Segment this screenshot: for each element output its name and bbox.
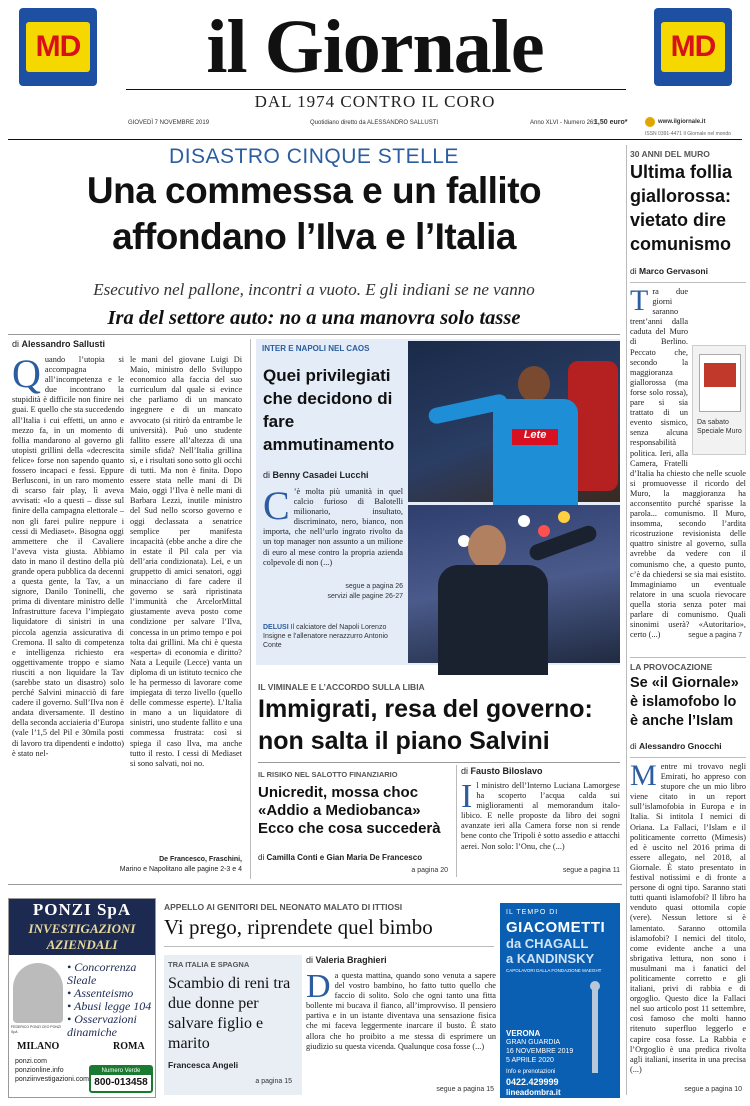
napoli-headline[interactable]: Quei privilegiati che decidono di fare ammutinamento [263,366,395,454]
ponzi-ad-web-1[interactable]: ponzi.com [15,1058,47,1065]
napoli-dropcap: C [263,483,290,528]
provocazione-author[interactable]: Alessandro Gnocchi [639,741,722,751]
column-divider-2 [456,765,457,877]
migranti-kicker: IL VIMINALE E L’ACCORDO SULLA LIBIA [258,682,425,692]
muro-text-body: ra due giorni saranno trent’anni dalla caduta del Muro di Berlino. Peccato che, secondo la maggioranza giallorossa (ma forse solo rossa), pare si sia trattato di un evento sismico, senza alcuna responsabilità politica. Ieri, alla Camera, Fratelli d’Italia ha chiesto che nelle scuole si promuovesse il ricordo del Muro, la maggioranza ha acconsentito purché sparisse la parola... comunismo. Il Muro, insomma, secondo l’ardita ricostruzione revisionista delle quattro sinistre al governo, sulla avrebbe da vedere con il comunismo che, a questo punto, c’è da chiedersi se sia mai esistito. Immaginiamo un eventuale relatore in una scuola rievocare quella storia senza poter mai parlare di comunismo. Quali sinonimi userà? «Autoritario», certo (...) [630,287,746,640]
giacometti-ad-name-1: GIACOMETTI [506,919,606,936]
muro-inset-cover [699,354,741,412]
ittiosi-author[interactable]: Valeria Braghieri [315,955,387,965]
napoli-text [263,483,403,583]
masthead-title: il Giornale [206,5,544,89]
lead-headline-2[interactable]: affondano l’Ilva e l’Italia [112,216,516,257]
md-logo-left[interactable] [19,8,97,86]
muro-byline [630,266,708,276]
muro-inset-cover-art [704,363,736,387]
napoli-byline-prefix: di [263,470,271,480]
napoli-caption [263,623,403,650]
ponzi-ad-web-3[interactable]: ponziinvestigazioni.com [15,1076,89,1083]
muro-author[interactable]: Marco Gervasoni [639,266,708,276]
lead-subhead[interactable]: Ira del settore auto: no a una manovra solo tasse [107,307,521,329]
napoli-byline [263,470,369,480]
ponzi-ad-subtitle-1: INVESTIGAZIONI [28,921,136,936]
giacometti-ad-collection: CAPOLAVORI DALLA FONDAZIONE MAEGHT [506,968,602,973]
ittiosi-foot[interactable]: segue a pagina 15 [436,1086,494,1093]
editorial-foot-1: De Francesco, Fraschini, [159,856,242,863]
provocazione-text [630,759,746,1080]
napoli-kicker: INTER E NAPOLI NEL CAOS [262,344,370,353]
spagna-author[interactable]: Francesca Angeli [168,1060,239,1070]
napoli-caption-lead: DELUSI [263,624,289,631]
giacometti-ad-date-1: 16 NOVEMBRE 2019 [506,1048,574,1055]
spagna-headline[interactable]: Scambio di reni tra due donne per salvare figlio e marito [168,975,291,1052]
muro-foot[interactable]: segue a pagina 7 [688,632,742,639]
photo-conte-head [468,525,506,569]
photo-conte-arm [527,524,598,563]
photo-insigne-head [518,366,550,402]
globe-icon [645,117,655,127]
dateline-director: Quotidiano diretto da ALESSANDRO SALLUSTI [310,120,439,126]
migranti-text-body: l ministro dell’Interno Luciana Lamorgese ha scoperto l’acqua calda sui miglioramenti al memorandum italo-libico. E nelle proposte da libro dei sogni avanzate ieri alla Camera forse non si rende bene conto che Tripoli è sotto assedio e attacchi aerei. Non solo: l’Onu, che (...) [461,781,620,851]
provocazione-kicker: LA PROVOCAZIONE [630,662,713,672]
giacometti-ad-phone[interactable]: 0422.429999 [506,1077,559,1087]
giacometti-ad-info: Info e prenotazioni [506,1069,556,1075]
lead-headline-1[interactable]: Una commessa e un fallito [86,170,542,211]
muro-kicker: 30 ANNI DEL MURO [630,149,710,159]
masthead-motto: DAL 1974 CONTRO IL CORO [254,92,496,111]
ponzi-ad[interactable] [8,898,156,1098]
giacometti-ad-sculpture-head [590,981,600,991]
ponzi-ad-subtitle [9,921,155,955]
giacometti-ad-date-2: 5 APRILE 2020 [506,1057,554,1064]
giacometti-ad-site[interactable]: lineadombra.it [506,1088,561,1097]
migranti-rule [258,762,620,763]
provocazione-rule-top [630,657,746,658]
md-logo-right-text: MD [661,22,725,72]
dateline-website[interactable]: www.ilgiornale.it [658,119,706,125]
ponzi-ad-web-2[interactable]: ponzionline.info [15,1067,64,1074]
migranti-author[interactable]: Fausto Biloslavo [470,766,543,776]
ponzi-ad-portrait-caption: FEDERICO PONZI CEO PONZI SpA [11,1025,61,1034]
ponzi-ad-item-3: • Osservazioni dinamiche [67,1012,137,1039]
giacometti-ad-top: IL TEMPO DI [506,909,559,916]
migranti-dropcap: I [461,778,473,815]
migranti-headline-2[interactable]: non salta il piano Salvini [258,727,550,755]
giacometti-ad-name-3: a KANDINSKY [506,951,595,966]
ittiosi-byline-prefix: di [306,955,314,965]
giacometti-ad-city: VERONA [506,1029,541,1038]
napoli-author[interactable]: Benny Casadei Lucchi [272,470,369,480]
editorial-col-1-text: uando l’utopia si accompagna all’incompetenza e le due incontrano la stupidità è difficile non finire nei guai. E quello che sta succedendo all’Italia i cui effetti, un anno e mezzo fa, in un momento di follia mandarono al governo gli utopisti grillini della «decrescita felice» forse non sapendo quanto fossero incapaci e fessi. Eppure Berlusconi, in un raro momento di scarso fair play, lì aveva avvisati: «Io a questi – disse sul finire della campagna elettorale – non gli farei pulire neppure i cessi di Mediaset». Bisogna oggi ammettere che il Cavaliere l’aveva vista giusta. Abbiamo dato in mano il destino della più grande opera pubblica da decenni a questa gente, la Tav, a un signore, Danilo Toninelli, che prima di diventare ministro delle Infrastrutture faceva l’impiegato liquidatore di sinistri in una piccola agenzia assicurativa di Cremona. Il saltο di competenza e intelligenza richiesto era oggettivamente troppo e siamo riusciti a non liquidare la Tav (sarebbe stato un disastro) solo perché Salvini minacciò di fare cadere il governo. Sull’Ilva non è andata diversamente. Il destino della seconda acciaieria d’Europa (vale l’1,5 del Pil e 30mila posti di lavoro tra dipendenti e indotto) è stato nel- [12,355,124,758]
ponzi-ad-city-1: MILANO [17,1041,60,1052]
column-divider-right [626,145,627,1095]
muro-headline[interactable]: Ultima follia giallorossa: vietato dire comunismo [630,162,733,254]
ponzi-ad-websites [15,1057,89,1084]
dateline-price: 1,50 euro* [594,119,628,126]
ponzi-ad-portrait [13,963,63,1023]
ittiosi-dropcap: D [306,968,331,1005]
unicredit-author[interactable]: Camilla Conti e Gian Maria De Francesco [266,853,423,862]
editorial-col-2: le mani del giovane Luigi Di Maio, ministro dello Sviluppo economico alla faccia del suo curriculum dal quale si evince che parliamo di un mancato ingegnere e di un mancato avvocato (si ritirò da entrambe le università). Può uno studente fallito essere all’altezza di una simile sfida? Nell’Italia grillina sì, e i risultati sono sotto gli occhi di tutti. Ma non è finita. Dopo essere stata nelle mani di Di Maio, oggi l’Ilva è nelle mani di Barbara Lezzi, inutile ministro del Sud nello scorso governo e oggi declassata a senatrice semplice per manifesta incapacità (ebbe anche a dire che in estate il Pil cala per via dell’aria condizionata). Lei, e un gruppetto di amici senatori, oggi minacciano di fare cadere il governo se sarà ripristinata l’immunità che ArcelorMittal giustamente aveva posto come condizione per salvare l’Ilva, concessa in un primo tempo e poi tolta dai grillini. Ma chi è questa «esperta» di economia e diritto? Nata a Lequile (Lecce) vanta un diploma di un istituto tecnico che le ha permesso di lavorare come impiegata di terzo livello (quello delle commesse esperte). L’Italia in mano a un liquidatore di sinistri, uno studente fallito e una commessa frustrata: così si spiega il caso Ilva, ma anche tutto il resto. I cessi di Mediaset si sono salvati, noi no. [130,355,242,768]
napoli-foot-2[interactable]: servizi alle pagine 26-27 [327,593,403,600]
muro-dropcap: T [630,284,649,317]
unicredit-byline [258,853,422,862]
ponzi-ad-item-0: • Concorrenza Sleale [67,960,137,987]
provocazione-rule [630,757,746,758]
unicredit-foot[interactable]: a pagina 20 [411,867,448,874]
giacometti-ad[interactable] [500,903,620,1098]
ponzi-ad-phone: 800-013458 [94,1077,148,1088]
muro-inset[interactable] [692,345,746,455]
migranti-foot[interactable]: segue a pagina 11 [562,867,620,874]
unicredit-headline[interactable]: Unicredit, mossa choc «Addio a Mediobanca» Ecco che cosa succederà [258,784,441,837]
editorial-dropcap: Q [12,351,41,396]
editorial-foot-2[interactable]: Marino e Napolitano alle pagine 2-3 e 4 [119,866,242,873]
napoli-foot-1[interactable]: segue a pagina 26 [345,583,403,590]
dateline-extra: ISSN 0391-4471 Il Giornale nel mondo [645,131,731,137]
muro-byline-prefix: di [630,266,637,276]
ponzi-ad-subtitle-2: AZIENDALI [46,937,118,952]
photo-insigne-jersey [493,399,578,509]
bottom-rule [8,884,622,885]
ponzi-ad-item-1: • Assenteismo [67,986,134,1000]
ittiosi-headline[interactable]: Vi prego, riprendete quel bimbo [164,915,433,939]
editorial-col-1 [12,351,124,855]
provocazione-foot[interactable]: segue a pagina 10 [684,1086,742,1093]
ittiosi-text [306,968,496,1075]
ponzi-ad-phone-box[interactable] [89,1065,153,1093]
editorial-byline [12,339,105,349]
migranti-headline-1[interactable]: Immigrati, resa del governo: [258,695,593,723]
ponzi-ad-phone-label: Numero Verde [91,1067,151,1075]
ponzi-ad-list [67,961,155,1039]
migranti-text [461,778,620,865]
ponzi-ad-city-2: ROMA [113,1041,145,1052]
ittiosi-kicker: APPELLO AI GENITORI DEL NEONATO MALATO DI ITTIOSI [164,902,403,912]
photo-conte[interactable] [408,505,620,663]
spagna-foot[interactable]: a pagina 15 [255,1078,292,1085]
lead-rule [8,334,620,335]
migranti-byline-prefix: di [461,766,469,776]
ittiosi-text-body: a questa mattina, quando sono venuta a sapere del vostro bambino, ho fatto tutto quello che faccio di solito. Solo che ogni tanto una fitta bollente mi bucava il fianco, all’improvviso. Il pensiero partiva e in un istante diventava una sensazione fisica che mi faceva leggermente inarcare il busto. È stato allora che ho proibito a me stessa di esprimere un giudizio su questa vicenda. Qualunque cosa fosse (...) [306,971,496,1051]
md-logo-right[interactable] [654,8,732,86]
photo-conte-coat [438,565,548,675]
editorial-byline-prefix: di [12,339,20,349]
muro-inset-caption: Da sabato Speciale Muro [697,419,742,435]
ponzi-ad-item-2: • Abusi legge 104 [67,999,152,1013]
photo-insigne-sponsor: Lete [512,429,558,445]
ittiosi-byline [306,955,387,965]
provocazione-text-body: entre mi trovavo negli Emirati, ho appreso con stupore che un mio libro viene citato in un report sull’islamofobia in Europa e in Italia. Si intitola I nemici di Oriana. La Fallaci, l’Islam e il politicamente corretto (Mimesis) ed è uscito nel 2016 prima di essere allegato, nel 2018, al Giornale. È stato presentato in festival notissimi e di fronte a persone di ogni tipo. Saranno stati tutti quanti islamofobi? Il libro ha venduto quasi ottomila copie (vere). Nessun lettore si è lamentato. Saranno ottomila islamofobi? I nemici del titolo, come evidente anche a una sbrigativa lettura, non sono i musulmani ma i fanatici del politicamente corretto e gli italiani, privi di rabbia e di orgoglio. Questo dice la Fallaci nel suo articolo post 11 settembre, così famoso che molti hanno ritenuto superfluo leggerlo e capire cosa fosse. La Rabbia e l’Orgoglio è una predica rivolta agli italiani, inserita in una precisa (...) [630,762,746,1074]
provocazione-headline[interactable]: Se «il Giornale» è islamofobo lo è anche l’Islam [630,675,739,729]
lead-deck: Esecutivo nel pallone, incontri a vuoto. E gli indiani se ne vanno [93,280,535,299]
md-logo-left-text: MD [26,22,90,72]
masthead-rule [126,89,626,90]
napoli-text-body: ’è molta più umanità in quel calcio furioso di Balotelli milionario, insultato, discriminato, nero, bianco, non importa, che nell’urlo ingrato rivolto da un top manager non assunto a un milione di euro al mese contro la propria azienda colpevole di non (...) [263,487,403,567]
lead-kicker: DISASTRO CINQUE STELLE [169,145,459,168]
photo-conte-crowd [518,515,530,527]
spagna-kicker: TRA ITALIA E SPAGNA [168,960,250,969]
provocazione-byline-prefix: di [630,741,637,751]
giacometti-ad-name-2: da CHAGALL [506,936,589,951]
napoli-caption-text: Il calciatore del Napoli Lorenzo Insigne e l’allenatore nerazzurro Antonio Conte [263,624,388,649]
migranti-byline [461,766,543,776]
giacometti-ad-sculpture-body [592,983,598,1073]
dateline-date: GIOVEDÌ 7 NOVEMBRE 2019 [128,120,210,126]
giacometti-ad-venue: GRAN GUARDIA [506,1039,561,1046]
unicredit-kicker: IL RISIKO NEL SALOTTO FINANZIARIO [258,770,398,779]
column-divider-1 [250,339,251,879]
dateline-issue: Anno XLVI - Numero 263 [530,120,597,126]
editorial-author[interactable]: Alessandro Sallusti [21,339,106,349]
unicredit-byline-prefix: di [258,853,265,862]
provocazione-dropcap: M [630,759,657,792]
photo-insigne[interactable] [408,341,620,502]
provocazione-byline [630,741,722,751]
dateline-rule [8,139,742,140]
ittiosi-rule [164,946,494,947]
muro-rule [630,282,746,283]
ponzi-ad-title: PONZI SpA [9,899,155,921]
